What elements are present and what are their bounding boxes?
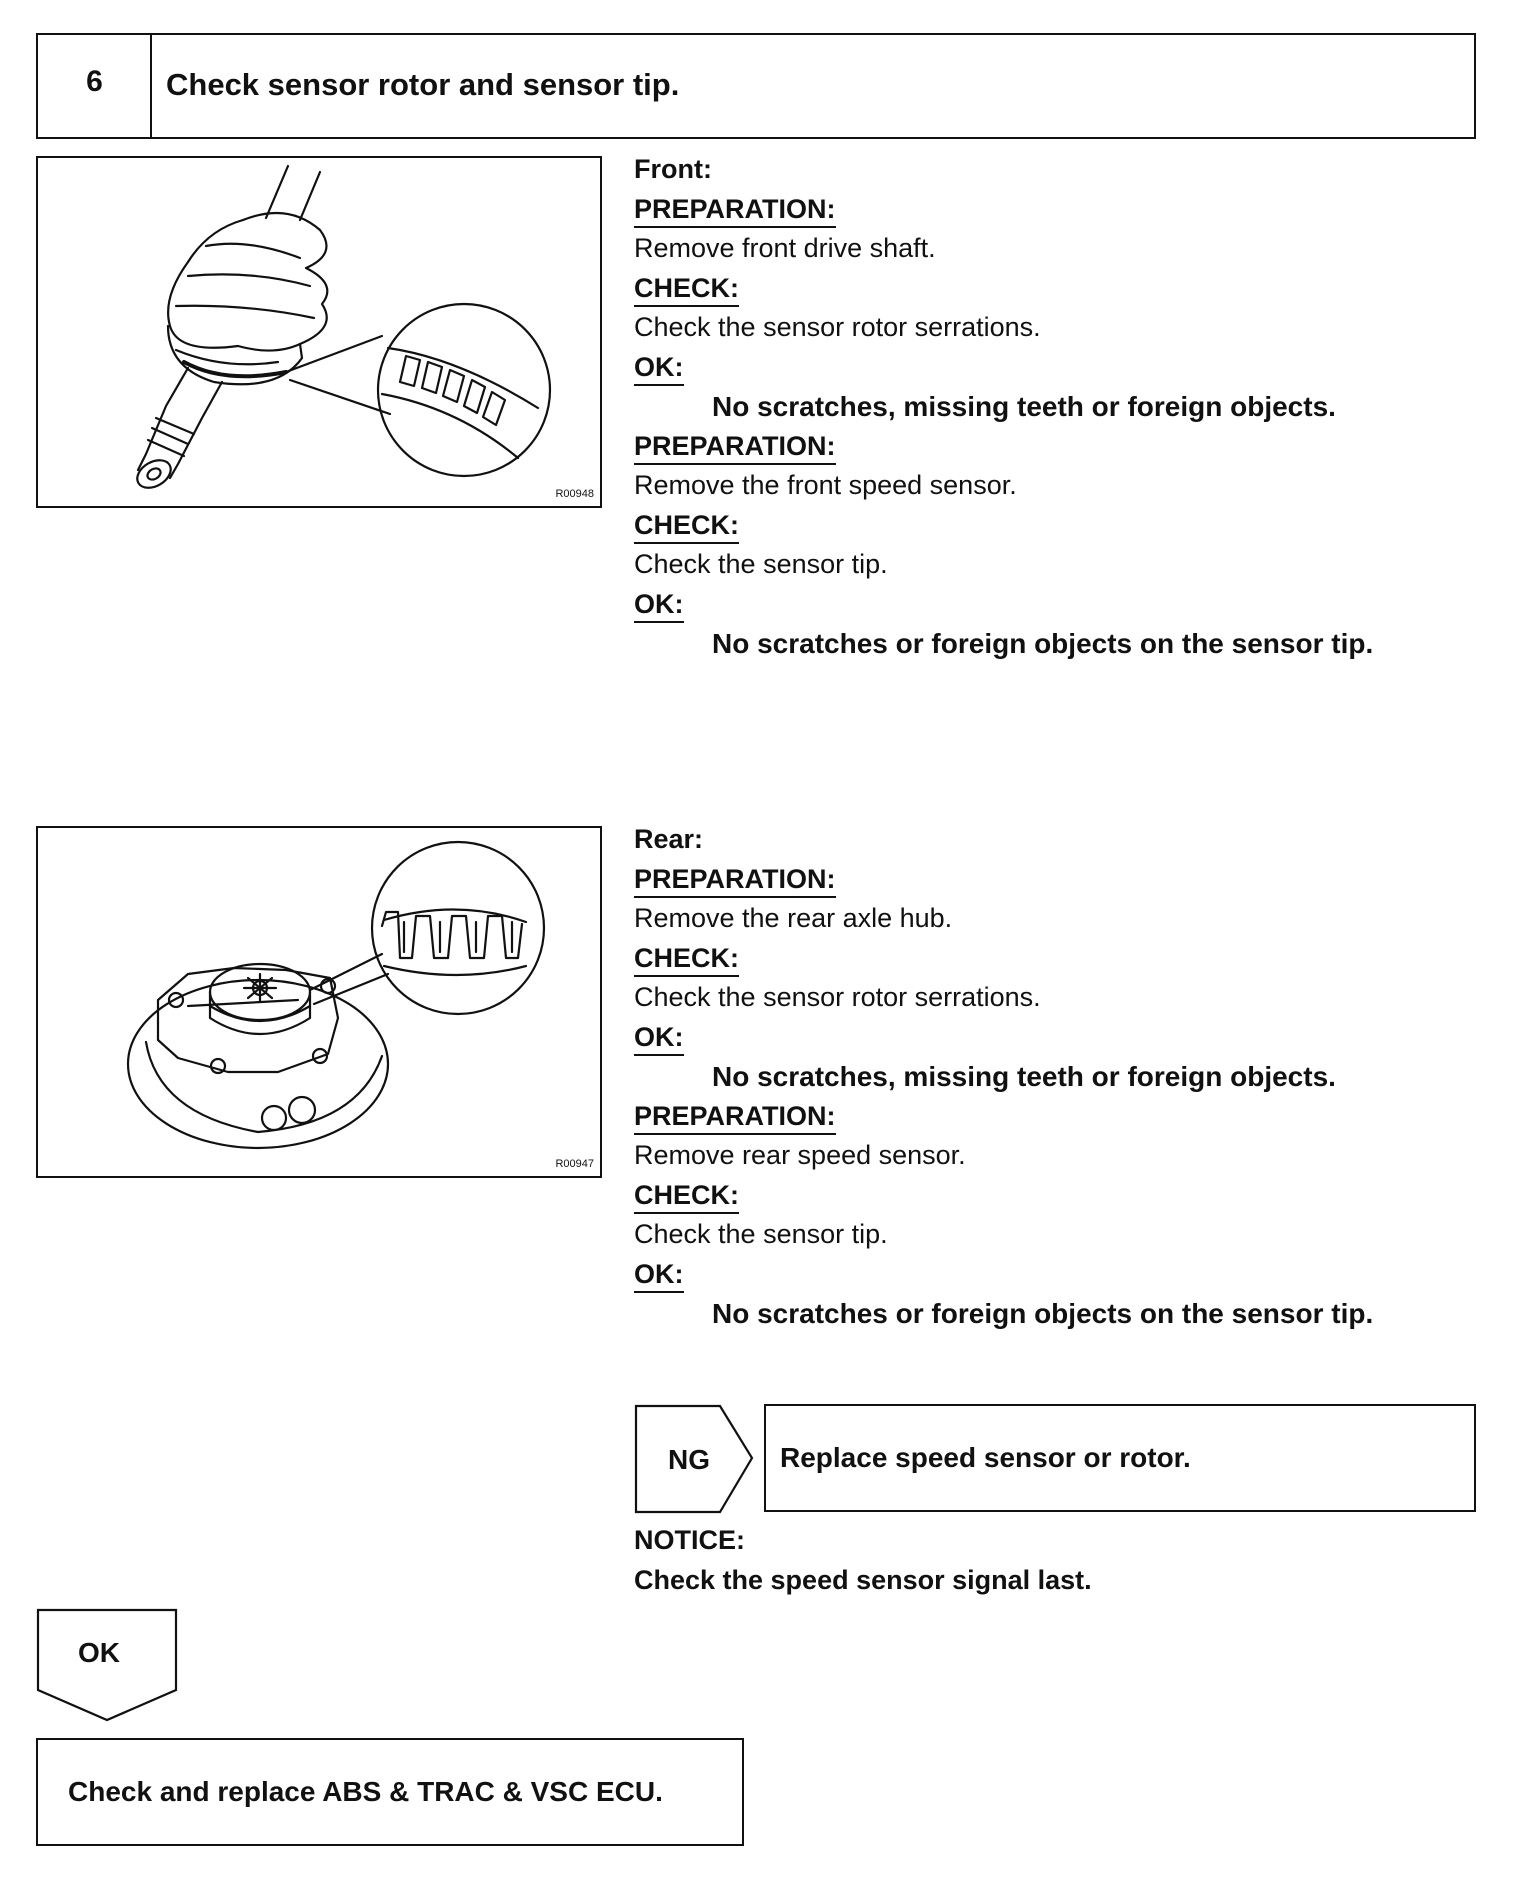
- step-title-box: [150, 33, 1476, 139]
- rear-instruction: Remove the rear axle hub.: [634, 903, 953, 933]
- front-lines: [634, 190, 1494, 664]
- step-title: Check sensor rotor and sensor tip.: [166, 67, 680, 102]
- rear-heading: Rear:: [634, 824, 704, 854]
- rear-instruction: Check the sensor tip.: [634, 1219, 888, 1249]
- rear-label-row: [634, 1176, 1494, 1216]
- rear-procedure: [634, 820, 1494, 1334]
- step-number-box: [36, 33, 151, 139]
- ng-result-text: Replace speed sensor or rotor.: [780, 1442, 1191, 1473]
- rear-step-label: PREPARATION:: [634, 1100, 836, 1135]
- front-instruction: Remove front drive shaft.: [634, 233, 936, 263]
- rear-step-label: OK:: [634, 1021, 684, 1056]
- front-instruction: Check the sensor rotor serrations.: [634, 312, 1041, 342]
- rear-label-row: [634, 1018, 1494, 1058]
- front-instruction: Remove the front speed sensor.: [634, 470, 1017, 500]
- front-label-row: [634, 190, 1494, 230]
- front-figure-code: R00948: [555, 488, 594, 500]
- rear-step-label: CHECK:: [634, 942, 739, 977]
- ng-result-box: [764, 1404, 1476, 1512]
- ng-label: NG: [668, 1444, 710, 1475]
- rear-instruction: Remove rear speed sensor.: [634, 1140, 966, 1170]
- rear-label-row: [634, 1097, 1494, 1137]
- front-label-row: [634, 427, 1494, 467]
- front-step-label: OK:: [634, 588, 684, 623]
- rear-axle-hub-illustration: [38, 828, 600, 1176]
- rear-step-label: CHECK:: [634, 1179, 739, 1214]
- final-action-text: Check and replace ABS & TRAC & VSC ECU.: [68, 1776, 663, 1807]
- front-step-label: PREPARATION:: [634, 193, 836, 228]
- front-instruction: Check the sensor tip.: [634, 549, 888, 579]
- front-figure: [36, 156, 602, 508]
- front-label-row: [634, 506, 1494, 546]
- front-ok-criterion: No scratches or foreign objects on the sensor tip.: [712, 628, 1374, 659]
- front-step-label: CHECK:: [634, 272, 739, 307]
- rear-figure-code: R00947: [555, 1158, 594, 1170]
- rear-lines: [634, 860, 1494, 1334]
- front-step-label: CHECK:: [634, 509, 739, 544]
- front-procedure: [634, 150, 1494, 664]
- front-label-row: [634, 269, 1494, 309]
- rear-instruction: Check the sensor rotor serrations.: [634, 982, 1041, 1012]
- rear-label-row: [634, 1255, 1494, 1295]
- front-step-label: OK:: [634, 351, 684, 386]
- rear-label-row: [634, 860, 1494, 900]
- front-step-label: PREPARATION:: [634, 430, 836, 465]
- rear-ok-criterion: No scratches or foreign objects on the sensor tip.: [712, 1298, 1374, 1329]
- rear-step-label: PREPARATION:: [634, 863, 836, 898]
- final-action-box: [36, 1738, 744, 1846]
- step-number: 6: [86, 65, 103, 98]
- rear-step-label: OK:: [634, 1258, 684, 1293]
- drive-shaft-illustration: [38, 158, 600, 506]
- rear-ok-criterion: No scratches, missing teeth or foreign objects.: [712, 1061, 1336, 1092]
- front-heading: Front:: [634, 154, 712, 184]
- front-ok-criterion: No scratches, missing teeth or foreign objects.: [712, 391, 1336, 422]
- notice: [634, 1520, 1092, 1600]
- ok-flow-label: OK: [78, 1637, 120, 1668]
- rear-figure: [36, 826, 602, 1178]
- notice-title: NOTICE:: [634, 1525, 745, 1555]
- front-label-row: [634, 348, 1494, 388]
- notice-text: Check the speed sensor signal last.: [634, 1565, 1092, 1595]
- front-label-row: [634, 585, 1494, 625]
- rear-label-row: [634, 939, 1494, 979]
